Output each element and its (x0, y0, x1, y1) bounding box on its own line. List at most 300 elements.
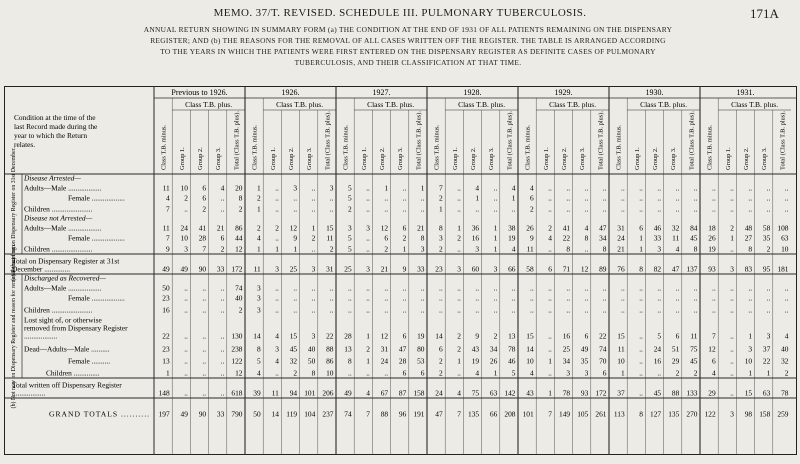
table-cell: .. (602, 283, 607, 293)
table-cell: 206 (322, 388, 334, 398)
table-cell: 8 (639, 264, 643, 274)
table-cell: 31 (326, 264, 334, 274)
table-cell: .. (402, 305, 407, 315)
table-cell: 4 (366, 388, 370, 398)
table-cell: .. (511, 204, 516, 214)
subheader-label: Group 3. (670, 147, 678, 170)
year-header: 1926. (281, 88, 300, 97)
table-cell: 148 (158, 388, 170, 398)
table-cell: .. (275, 204, 279, 214)
table-cell: .. (275, 305, 279, 315)
table-cell: 4 (711, 368, 716, 378)
row-label: Children ...................... (24, 305, 93, 315)
table-cell: 88 (326, 344, 334, 354)
table-cell: .. (202, 331, 207, 341)
row-label: December .............. (12, 264, 71, 274)
table-cell: .. (220, 193, 225, 203)
table-cell: .. (566, 204, 571, 214)
year-header: Previous to 1926. (171, 88, 228, 97)
table-cell: .. (730, 331, 734, 341)
corner-label-line: year to which the Return (14, 131, 88, 140)
table-cell: 2 (238, 305, 243, 315)
table-cell: 3 (256, 283, 261, 293)
table-cell: 2 (766, 244, 771, 254)
table-cell: 1 (256, 244, 261, 254)
table-cell: 158 (759, 409, 771, 419)
table-cell: .. (620, 183, 625, 193)
table-cell: .. (657, 293, 662, 303)
table-cell: 14 (526, 344, 534, 354)
table-cell: .. (711, 204, 716, 214)
table-cell: 2 (402, 233, 407, 243)
table-cell: .. (420, 283, 425, 293)
table-cell: 7 (548, 409, 552, 419)
table-cell: 149 (559, 409, 571, 419)
table-cell: .. (402, 293, 407, 303)
table-cell: 15 (617, 331, 625, 341)
table-cell: .. (730, 193, 734, 203)
table-cell: 10 (781, 244, 789, 254)
table-cell: 8 (566, 244, 571, 254)
table-cell: 7 (366, 409, 370, 419)
table-cell: 3 (420, 244, 425, 254)
table-cell: .. (202, 344, 207, 354)
table-cell: 11 (617, 344, 625, 354)
table-cell: 10 (326, 368, 334, 378)
table-cell: .. (730, 293, 734, 303)
table-cell: .. (784, 183, 789, 193)
table-cell: 11 (253, 264, 261, 274)
table-cell: .. (311, 293, 316, 303)
subheader-label: Total (Class T.B. plus). (688, 111, 696, 170)
row-label: Discharged as Recovered— (24, 273, 106, 283)
row-label: removed from Dispensary Register (24, 323, 128, 333)
table-cell: 36 (471, 223, 480, 233)
table-cell: .. (402, 183, 407, 193)
table-cell: 51 (671, 344, 680, 354)
table-cell: 2 (256, 223, 261, 233)
table-cell: 5 (511, 368, 516, 378)
table-cell: 113 (613, 409, 625, 419)
table-cell: 3 (766, 331, 771, 341)
table-cell: .. (548, 183, 552, 193)
table-cell: .. (639, 356, 643, 366)
table-cell: .. (311, 283, 316, 293)
table-cell: 26 (489, 356, 498, 366)
table-cell: 4 (256, 368, 261, 378)
table-cell: .. (220, 388, 225, 398)
table-cell: 2 (438, 244, 443, 254)
table-cell: 21 (417, 223, 425, 233)
table-cell: 23 (162, 293, 170, 303)
table-cell: 6 (602, 368, 607, 378)
row-label: Female .......... (68, 356, 111, 366)
subheader-label: Group 3. (306, 147, 314, 170)
table-cell: .. (657, 193, 662, 203)
table-cell: 10 (526, 356, 534, 366)
table-cell: .. (639, 305, 643, 315)
table-cell: 2 (438, 368, 443, 378)
table-cell: .. (475, 305, 480, 315)
table-cell: 19 (708, 244, 716, 254)
table-cell: 12 (235, 244, 243, 254)
table-cell: .. (748, 283, 753, 293)
table-cell: .. (639, 204, 643, 214)
table-cell: 10 (617, 356, 625, 366)
table-cell: .. (730, 344, 734, 354)
subheader-label: Group 3. (761, 147, 769, 170)
table-cell: 9 (475, 331, 480, 341)
table-cell: 3 (366, 223, 370, 233)
table-cell: .. (184, 356, 188, 366)
table-cell: 74 (235, 283, 243, 293)
table-cell: 7 (457, 409, 461, 419)
row-label: .................. (12, 388, 46, 398)
table-cell: 21 (216, 223, 225, 233)
table-cell: 24 (380, 356, 389, 366)
table-cell: .. (366, 204, 370, 214)
table-cell: 40 (235, 293, 243, 303)
table-cell: .. (566, 193, 571, 203)
table-cell: 1 (420, 183, 425, 193)
table-cell: .. (384, 293, 389, 303)
table-cell: .. (548, 204, 552, 214)
table-cell: .. (438, 305, 443, 315)
row-label: .................. (24, 331, 58, 341)
table-cell: 16 (162, 305, 170, 315)
table-cell: 6 (384, 233, 389, 243)
side-label-removed: (b) Not now on Dispensary Register and reason for removal therefrom. (11, 243, 17, 409)
table-cell: .. (784, 305, 789, 315)
table-cell: 58 (526, 264, 534, 274)
table-cell: 2 (220, 244, 225, 254)
subheader-label: Group 1. (360, 147, 368, 170)
table-cell: 1 (293, 244, 298, 254)
subheader-label: Group 1. (724, 147, 732, 170)
table-cell: .. (202, 388, 207, 398)
table-cell: .. (366, 233, 370, 243)
table-cell: 3 (293, 183, 298, 193)
subheader-label: Group 3. (215, 147, 223, 170)
table-cell: 47 (398, 344, 407, 354)
table-cell: 3 (329, 183, 334, 193)
table-cell: 3 (657, 244, 662, 254)
table-cell: 78 (508, 344, 516, 354)
table-cell: .. (420, 293, 425, 303)
table-cell: 2 (548, 223, 552, 233)
table-cell: 618 (231, 388, 243, 398)
table-cell: 15 (326, 223, 334, 233)
table-cell: 8 (438, 223, 443, 233)
table-cell: .. (766, 283, 771, 293)
table-cell: 45 (690, 233, 698, 243)
table-cell: .. (293, 305, 298, 315)
table-cell: 3 (275, 344, 279, 354)
table-cell: .. (766, 193, 771, 203)
table-cell: .. (602, 193, 607, 203)
table-cell: 8 (602, 244, 607, 254)
table-cell: .. (693, 293, 698, 303)
table-cell: 33 (216, 264, 225, 274)
year-header: 1930. (645, 88, 664, 97)
table-cell: 2 (457, 331, 461, 341)
table-cell: .. (548, 331, 552, 341)
table-cell: 44 (235, 233, 243, 243)
table-cell: .. (675, 204, 680, 214)
table-cell: .. (202, 293, 207, 303)
table-cell: 4 (256, 233, 261, 243)
table-cell: .. (457, 183, 461, 193)
table-cell: .. (311, 183, 316, 193)
table-cell: 11 (271, 388, 279, 398)
table-cell: 127 (650, 409, 662, 419)
table-cell: 4 (457, 388, 461, 398)
table-cell: 22 (599, 331, 607, 341)
page-number: 171A (750, 6, 779, 21)
table-cell: 6 (675, 331, 680, 341)
table-cell: 1 (639, 244, 643, 254)
table-cell: 238 (231, 344, 243, 354)
table-cell: 11 (326, 233, 334, 243)
table-cell: .. (202, 356, 207, 366)
table-cell: 9 (165, 244, 170, 254)
table-cell: .. (639, 193, 643, 203)
table-cell: 90 (198, 264, 207, 274)
subheader-label: Group 3. (488, 147, 496, 170)
table-cell: 96 (398, 409, 407, 419)
table-cell: 191 (413, 409, 425, 419)
table-cell: .. (220, 283, 225, 293)
table-cell: .. (566, 183, 571, 193)
year-header: 1928. (463, 88, 482, 97)
subheader-label: Class T.B. minus. (524, 124, 532, 170)
table-cell: .. (293, 293, 298, 303)
table-cell: 82 (653, 264, 662, 274)
table-cell: 137 (686, 264, 698, 274)
table-cell: .. (620, 293, 625, 303)
tuberculosis-return-table (4, 86, 797, 455)
table-cell: 142 (504, 388, 516, 398)
corner-label-line: relates. (14, 140, 36, 149)
table-cell: 35 (580, 356, 589, 366)
table-cell: .. (329, 305, 334, 315)
table-cell: 1 (493, 223, 498, 233)
table-cell: .. (275, 183, 279, 193)
table-cell: 98 (744, 409, 753, 419)
table-cell: .. (529, 293, 534, 303)
table-cell: .. (420, 193, 425, 203)
description-line-1: ANNUAL RETURN SHOWING IN SUMMARY FORM (a) THE CONDITION AT THE END OF 1931 OF ALL PATIENTS REMAINING ON THE DISPENSARY (143, 25, 673, 34)
table-cell: .. (293, 283, 298, 293)
table-cell: .. (584, 283, 589, 293)
table-cell: .. (347, 368, 352, 378)
table-cell: .. (457, 204, 461, 214)
table-cell: .. (329, 293, 334, 303)
table-cell: 3 (438, 233, 443, 243)
row-label: Adults—Male .................. (24, 183, 102, 193)
table-cell: 40 (781, 344, 789, 354)
table-cell: .. (511, 305, 516, 315)
table-cell: .. (311, 193, 316, 203)
table-cell: 1 (493, 233, 498, 243)
table-cell: .. (384, 193, 389, 203)
table-cell: .. (402, 193, 407, 203)
table-cell: 2 (675, 368, 680, 378)
class-tb-plus-header: Class T.B. plus. (367, 100, 415, 109)
subheader-label: Class T.B. minus. (160, 124, 168, 170)
year-header: 1931. (736, 88, 755, 97)
table-cell: .. (675, 183, 680, 193)
table-cell: .. (584, 204, 589, 214)
table-cell: .. (275, 293, 279, 303)
table-cell: 122 (704, 409, 716, 419)
table-cell: 1 (275, 244, 279, 254)
table-cell: 24 (617, 233, 625, 243)
table-cell: 6 (202, 183, 207, 193)
table-cell: 3 (748, 344, 753, 354)
table-cell: 158 (413, 388, 425, 398)
class-tb-plus-header: Class T.B. plus. (185, 100, 233, 109)
subheader-label: Group 3. (397, 147, 405, 170)
table-cell: 2 (184, 193, 188, 203)
table-cell: 2 (238, 204, 243, 214)
table-cell: 58 (762, 223, 771, 233)
table-cell: .. (329, 204, 334, 214)
class-tb-plus-header: Class T.B. plus. (276, 100, 324, 109)
table-cell: 2 (384, 244, 389, 254)
table-cell: 1 (366, 331, 370, 341)
table-cell: .. (584, 193, 589, 203)
table-cell: 1 (548, 388, 552, 398)
table-cell: 4 (475, 183, 480, 193)
table-cell: 14 (253, 331, 261, 341)
corner-label-line: last Record made during the (14, 122, 98, 131)
table-cell: .. (384, 305, 389, 315)
table-cell: 49 (344, 388, 352, 398)
table-cell: .. (184, 204, 188, 214)
table-cell: 2 (256, 193, 261, 203)
table-cell: 87 (398, 388, 407, 398)
side-label-remaining: (a) Remaining on Dispensary Register on 31st December. (11, 147, 17, 281)
table-cell: .. (657, 283, 662, 293)
table-cell: .. (293, 193, 298, 203)
table-cell: .. (620, 193, 625, 203)
table-cell: 94 (289, 388, 298, 398)
table-cell: .. (529, 305, 534, 315)
table-cell: .. (475, 293, 480, 303)
table-cell: 20 (235, 183, 243, 193)
table-cell: .. (184, 283, 188, 293)
table-cell: .. (511, 283, 516, 293)
table-cell: .. (511, 293, 516, 303)
table-cell: .. (184, 331, 188, 341)
table-cell: .. (748, 293, 753, 303)
table-cell: 14 (435, 331, 443, 341)
table-cell: 4 (511, 244, 516, 254)
table-cell: 41 (562, 223, 571, 233)
table-cell: 47 (599, 223, 607, 233)
table-cell: .. (366, 244, 370, 254)
table-cell: 261 (595, 409, 607, 419)
table-cell: 4 (475, 368, 480, 378)
table-cell: 13 (508, 331, 516, 341)
table-cell: .. (438, 283, 443, 293)
class-tb-plus-header: Class T.B. plus. (458, 100, 506, 109)
table-cell: .. (693, 283, 698, 293)
table-cell: .. (748, 204, 753, 214)
table-cell: .. (602, 305, 607, 315)
table-cell: .. (784, 293, 789, 303)
table-cell: 270 (686, 409, 698, 419)
table-cell: .. (766, 293, 771, 303)
table-cell: .. (784, 283, 789, 293)
table-cell: .. (366, 368, 370, 378)
table-cell: 90 (198, 409, 207, 419)
subheader-label: Group 1. (542, 147, 550, 170)
table-cell: .. (420, 305, 425, 315)
table-cell: 8 (238, 193, 243, 203)
subheader-label: Group 1. (451, 147, 459, 170)
row-label: Children .............. (46, 368, 100, 378)
table-cell: .. (220, 368, 225, 378)
row-label: GRAND TOTALS .......... (48, 409, 150, 419)
table-cell: 1 (766, 368, 771, 378)
subheader-label: Class T.B. minus. (615, 124, 623, 170)
table-cell: .. (748, 183, 753, 193)
table-cell: 2 (438, 356, 443, 366)
table-cell: .. (275, 233, 279, 243)
table-cell: 4 (584, 223, 589, 233)
table-cell: .. (493, 193, 498, 203)
table-cell: .. (220, 356, 225, 366)
table-cell: 7 (711, 331, 716, 341)
table-cell: 86 (235, 223, 243, 233)
subheader-label: Total (Class T.B. plus). (506, 111, 514, 170)
table-cell: 84 (690, 223, 698, 233)
subheader-label: Group 2. (743, 147, 750, 170)
subheader-label: Class T.B. minus. (433, 124, 441, 170)
table-cell: 6 (402, 368, 407, 378)
class-tb-plus-header: Class T.B. plus. (731, 100, 779, 109)
table-cell: 23 (162, 344, 170, 354)
table-cell: 1 (730, 233, 734, 243)
table-cell: 9 (529, 233, 534, 243)
table-cell: .. (493, 183, 498, 193)
row-label: Adults—Male .................. (24, 283, 102, 293)
table-cell: 31 (617, 223, 625, 233)
table-cell: 8 (347, 356, 352, 366)
table-cell: 3 (311, 331, 316, 341)
row-label: Children ...................... (24, 204, 93, 214)
table-cell: .. (548, 305, 552, 315)
table-cell: .. (602, 183, 607, 193)
table-cell: .. (766, 204, 771, 214)
table-cell: .. (711, 305, 716, 315)
table-cell: .. (748, 193, 753, 203)
table-cell: .. (730, 283, 734, 293)
table-cell: 2 (275, 223, 279, 233)
table-cell: .. (457, 305, 461, 315)
table-cell: 83 (744, 264, 753, 274)
table-cell: 1 (256, 204, 261, 214)
table-cell: .. (784, 204, 789, 214)
table-cell: .. (730, 204, 734, 214)
table-cell: 5 (347, 233, 352, 243)
table-cell: .. (384, 368, 389, 378)
table-cell: .. (311, 305, 316, 315)
table-cell: 95 (762, 264, 771, 274)
table-cell: .. (347, 305, 352, 315)
